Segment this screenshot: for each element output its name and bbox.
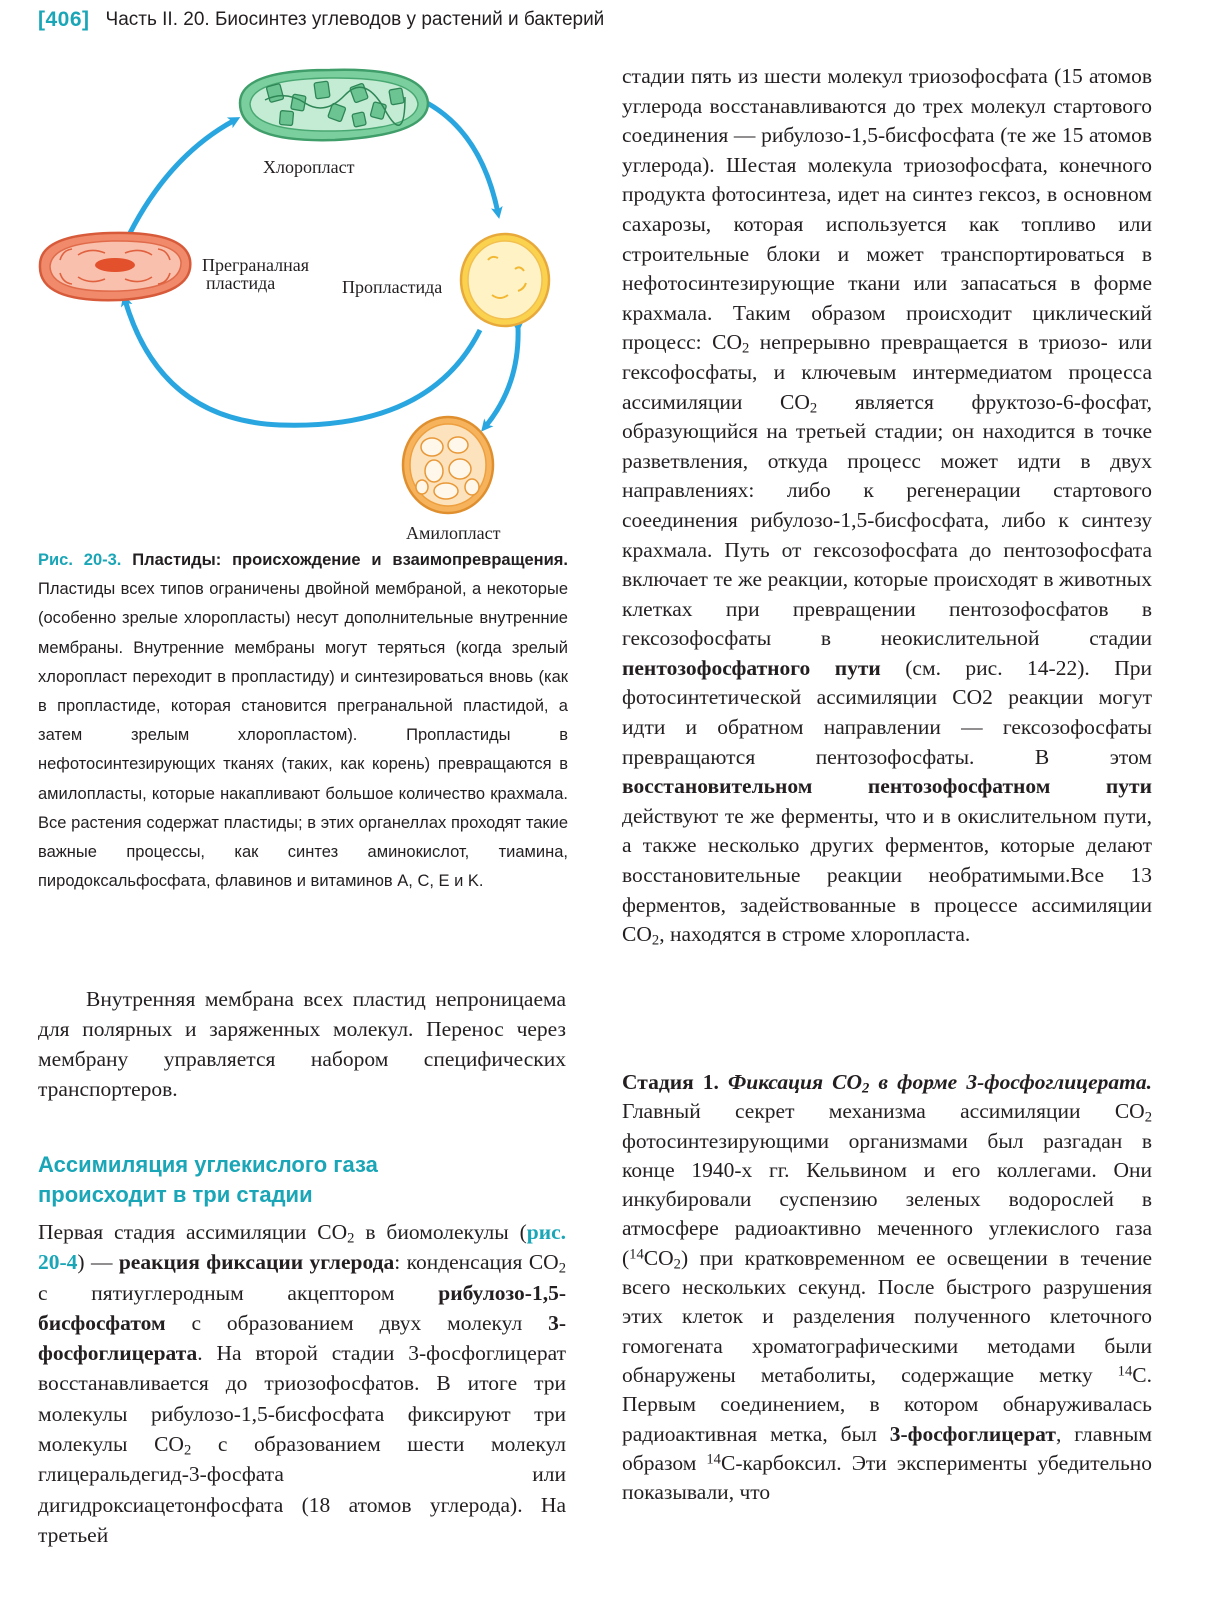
arrow-proplastid-to-pregranal: [125, 300, 480, 425]
label-pregranal-line2: пластида: [206, 273, 276, 293]
figure-reference-link[interactable]: рис. 20-4: [38, 1220, 566, 1275]
section-heading: [38, 1150, 566, 1210]
running-title: Часть II. 20. Биосинтез углеводов у растений и бактерий: [105, 9, 605, 30]
arrow-pregranal-to-chloroplast: [130, 120, 235, 233]
label-chloroplast: Хлоропласт: [263, 157, 355, 177]
stage-one-label: Стадия 1.: [622, 1070, 719, 1094]
chloroplast-shape: [240, 70, 428, 140]
arrow-chloroplast-to-proplastid: [415, 97, 498, 213]
assimilation-paragraph: Первая стадия ассимиляции $CO_2$ в биомолекулы (рис. 20-4) — реакция фиксации углерода: конденсация $CO_2$ с пятиуглеродным акцептором рибулозо-1,5-бисфосфатом с образованием двух молекул 3-фосфоглицерата. На второй стадии 3-фосфоглицерат восстанавливается до триозофосфатов. В итоге три молекулы рибулозо-1,5-бисфосфата фиксируют три молекулы $CO_2$ с образованием шести молекул глицеральдегид-3-фосфата или дигидроксиацетонфосфата (18 атомов углерода). На третьей: [38, 1220, 566, 1547]
section-heading-line1: Ассимиляция углекислого газа: [38, 1152, 378, 1177]
running-header: [38, 4, 604, 36]
proplastid-shape: [461, 234, 549, 326]
pregranal-plastid-shape: [40, 233, 190, 300]
label-pregranal-line1: Преграналная: [202, 255, 310, 275]
cycle-paragraph: стадии пять из шести молекул триозофосфата (15 атомов углерода восстанавливаются до трех молекул стартового соединения — рибулозо-1,5-бисфосфата (те же 15 атомов углерода). Шестая молекула триозофосфата, конечного продукта фотосинтеза, идет на синтез гексоз, в основном сахарозы, которая используется как топливо или строительные блоки и может транспортироваться в нефотосинтезирующие ткани или запасаться в форме крахмала. Таким образом происходит циклический процесс: $CO_2$ непрерывно превращается в триозо- или гексофосфаты, и ключевым интермедиатом процесса ассимиляции $CO_2$ является фруктозо-6-фосфат, образующийся на третьей стадии; он находится в точке разветвления, откуда процесс может идти в двух направлениях: либо к регенерации стартового соеединения рибулозо-1,5-бисфосфата, либо к синтезу крахмала. Путь от гексозофосфата до пентозофосфата включает те же реакции, которые происходят в животных клетках при превращении пентозофосфатов в гексозофосфаты в неокислительной стадии пентозофосфатного пути (см. рис. 14-22). При фотосинтетической ассимиляции CO2 реакции могут идти и обратном направлении — гексозофосфаты превращаются пентозофосфаты. В этом восстановительном пентозофосфатном пути действуют те же ферменты, что и в окислительном пути, а также несколько других ферментов, которые делают восстановительные реакции необратимыми.Все 13 ферментов, задействованные в процессе ассимиляции $CO_2$, находятся в строме хлоропласта.: [622, 64, 1152, 949]
plastid-cycle-figure: [30, 55, 590, 555]
figure-caption: [38, 546, 568, 896]
page-number: [406]: [38, 8, 90, 31]
stage-one-paragraph: Стадия 1. Фиксация $CO_2$ в форме 3-фосфоглицерата. Главный секрет механизма ассимиляции $CO_2$ фотосинтезирующими организмами был разгадан в конце 1940-х гг. Кельвином и его коллегами. Они инкубировали суспензию зеленых водорослей в атмосфере радиоактивно меченного углекислого газа $(^{14}CO_2)$ при кратковременном ее освещении в течение всего нескольких секунд. После быстрого разрушения этих клеток и разделения полученного клеточного гомогената хроматографическими методами были обнаружены метаболиты, содержащие метку $^{14}$C. Первым соединением, в котором обнаруживалась радиоактивная метка, был 3-фосфоглицерат, главным образом $^{14}$C-карбоксил. Эти эксперименты убедительно показывали, что: [622, 1070, 1153, 1505]
arrow-proplastid-amyloplast: [485, 327, 518, 427]
caption-title: Пластиды: происхождение и взаимопревращения.: [132, 551, 568, 569]
caption-number: Рис. 20-3.: [38, 551, 122, 569]
label-proplastid: Пропластида: [342, 277, 443, 297]
plastid-cycle-diagram: [30, 55, 590, 555]
amyloplast-shape: [403, 417, 493, 513]
membrane-paragraph: Внутренняя мембрана всех пластид непроницаема для полярных и заряженных молекул. Перенос через мембрану управляется набором специфических транспортеров.: [38, 987, 566, 1101]
section-heading-line2: происходит в три стадии: [38, 1182, 313, 1207]
caption-text: Пластиды всех типов ограничены двойной мембраной, а некоторые (особенно зрелые хлоропласты) несут дополнительные внутренние мембраны. Внутренние мембраны могут теряться (когда зрелый хлоропласт переходит в пропластиду) и синтезироваться вновь (как в пропластиде, которая становится прегранальной пластидой, а затем зрелым хлоропластом). Пропластиды в нефотосинтезирующих тканях (таких, как корень) превращаются в амилопласты, которые накапливают большое количество крахмала. Все растения содержат пластиды; в этих органеллах проходят такие важные процессы, как синтез аминокислот, тиамина, пиродоксальфосфата, флавинов и витаминов A, C, E и K.: [38, 580, 568, 891]
label-amyloplast: Амилопласт: [406, 523, 501, 543]
